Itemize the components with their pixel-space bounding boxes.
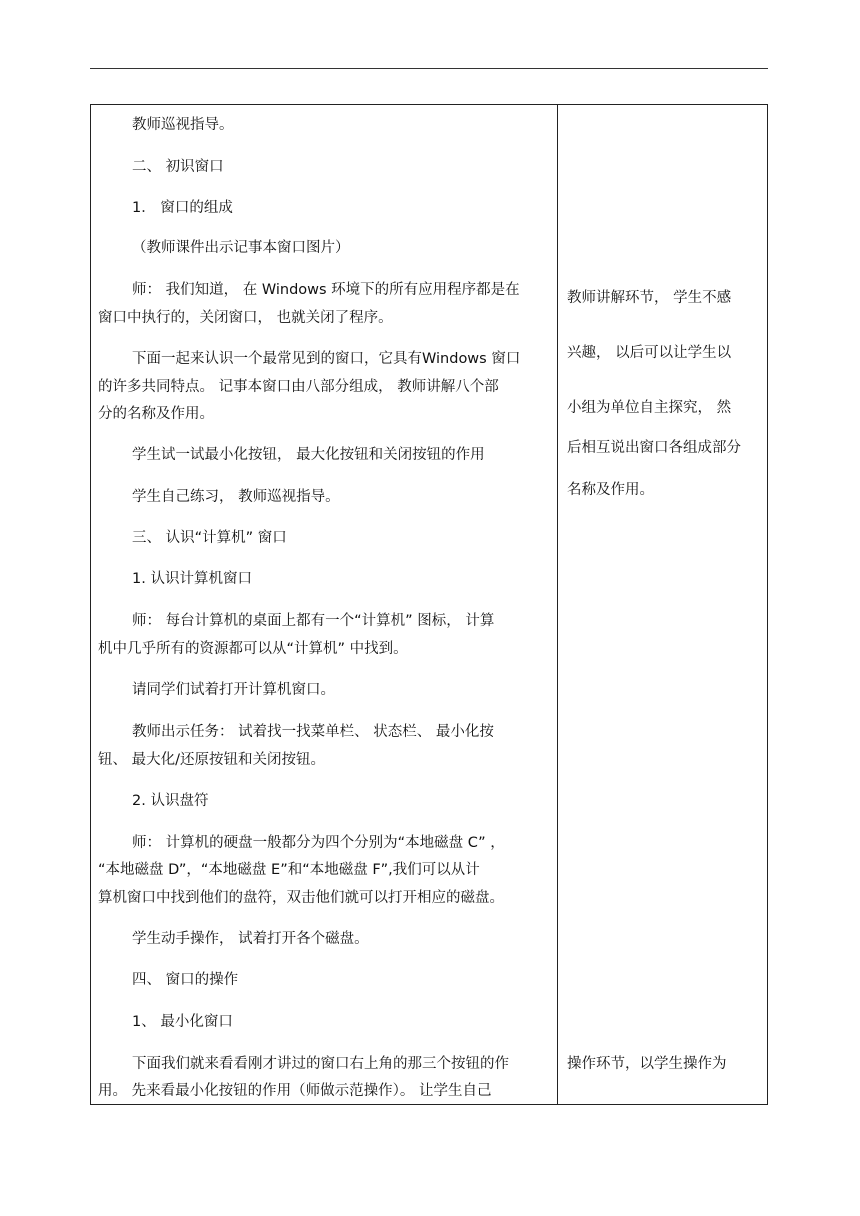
right-note-line-1: 教师讲解环节， 学生不感 xyxy=(567,290,732,306)
column-divider xyxy=(557,104,558,1105)
left-line-4: （教师课件出示记事本窗口图片） xyxy=(132,240,350,256)
left-line-17: 教师出示任务： 试着找一找菜单栏、 状态栏、 最小化按 xyxy=(132,724,494,740)
left-line-27: 用。 先来看最小化按钮的作用（师做示范操作）。 让学生自己 xyxy=(98,1083,492,1099)
left-line-21: “本地磁盘 D”，“本地磁盘 E”和“本地磁盘 F”,我们可以从计 xyxy=(98,862,480,878)
left-line-12: 三、 认识“计算机” 窗口 xyxy=(132,530,287,546)
left-line-5: 师： 我们知道， 在 Windows 环境下的所有应用程序都是在 xyxy=(132,282,520,298)
left-line-25: 1、 最小化窗口 xyxy=(132,1014,233,1030)
header-rule xyxy=(90,68,768,69)
left-line-8: 的许多共同特点。 记事本窗口由八部分组成， 教师讲解八个部 xyxy=(98,379,499,395)
left-line-23: 学生动手操作， 试着打开各个磁盘。 xyxy=(132,931,369,947)
left-line-7: 下面一起来认识一个最常见到的窗口，它具有Windows 窗口 xyxy=(132,351,521,367)
table-bottom-border xyxy=(90,1104,768,1105)
left-line-14: 师： 每台计算机的桌面上都有一个“计算机” 图标， 计算 xyxy=(132,613,495,629)
left-line-9: 分的名称及作用。 xyxy=(98,406,214,422)
left-line-11: 学生自己练习， 教师巡视指导。 xyxy=(132,489,340,505)
right-note-line-6: 操作环节，以学生操作为 xyxy=(567,1056,727,1072)
left-line-18: 钮、 最大化/还原按钮和关闭按钮。 xyxy=(98,752,325,768)
left-line-20: 师： 计算机的硬盘一般都分为四个分别为“本地磁盘 C” ， xyxy=(132,835,505,851)
right-note-line-4: 后相互说出窗口各组成部分 xyxy=(567,440,741,456)
left-line-22: 算机窗口中找到他们的盘符，双击他们就可以打开相应的磁盘。 xyxy=(98,890,504,906)
left-line-10: 学生试一试最小化按钮， 最大化按钮和关闭按钮的作用 xyxy=(132,447,485,463)
right-note-line-2: 兴趣， 以后可以让学生以 xyxy=(567,345,732,361)
left-line-13: 1. 认识计算机窗口 xyxy=(132,571,252,587)
left-line-16: 请同学们试着打开计算机窗口。 xyxy=(132,682,335,698)
left-line-15: 机中几乎所有的资源都可以从“计算机” 中找到。 xyxy=(98,641,408,657)
left-line-19: 2. 认识盘符 xyxy=(132,793,209,809)
left-line-3: 1． 窗口的组成 xyxy=(132,200,233,216)
left-line-24: 四、 窗口的操作 xyxy=(132,972,239,988)
left-line-2: 二、 初识窗口 xyxy=(132,159,224,175)
right-note-line-5: 名称及作用。 xyxy=(567,482,654,498)
left-line-6: 窗口中执行的，关闭窗口， 也就关闭了程序。 xyxy=(98,310,393,326)
left-line-1: 教师巡视指导。 xyxy=(132,117,234,133)
left-line-26: 下面我们就来看看刚才讲过的窗口右上角的那三个按钮的作 xyxy=(132,1056,509,1072)
right-note-line-3: 小组为单位自主探究， 然 xyxy=(567,400,732,416)
